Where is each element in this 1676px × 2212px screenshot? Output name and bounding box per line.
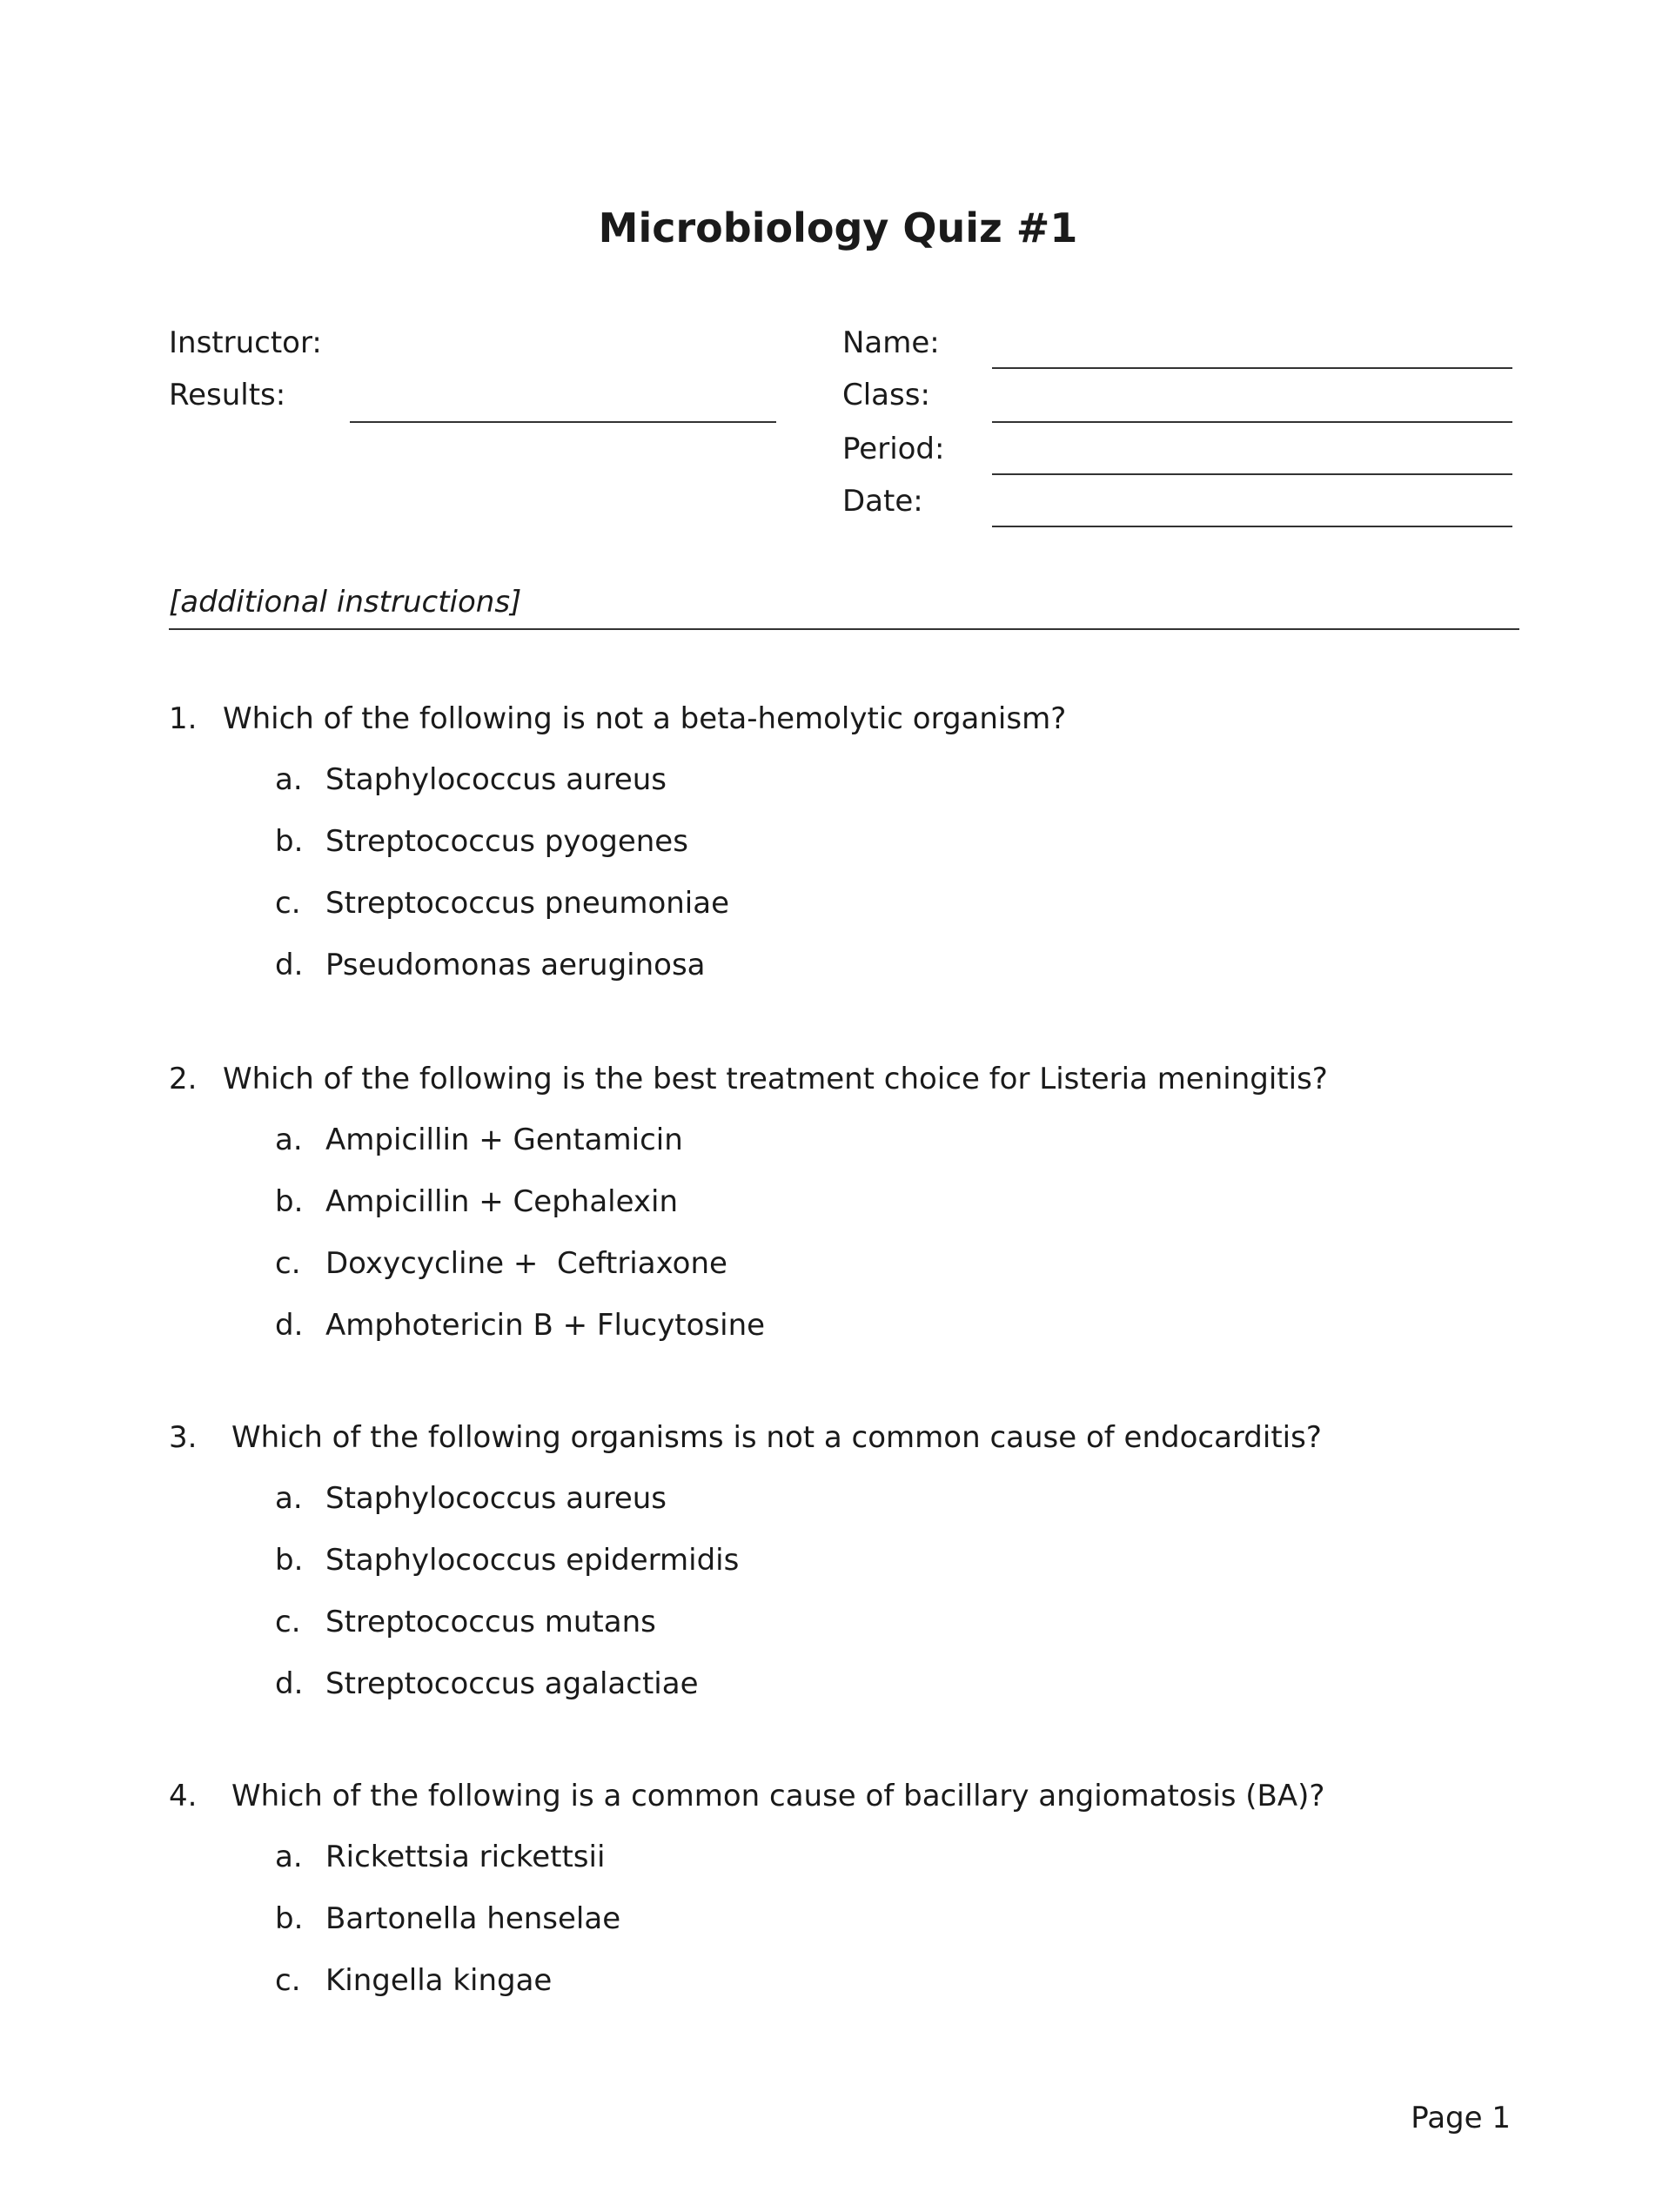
instructions-divider: [169, 628, 1519, 630]
question-number: 4.: [169, 1779, 198, 1813]
question-2: [169, 1058, 1526, 1366]
option-letter: b.: [275, 1901, 304, 1936]
answer-option[interactable]: [169, 882, 1526, 944]
answer-option[interactable]: [169, 944, 1526, 1006]
date-field[interactable]: [992, 526, 1512, 527]
option-text: Streptococcus agalactiae: [325, 1666, 699, 1701]
question-3: [169, 1417, 1526, 1725]
option-text: Rickettsia rickettsii: [325, 1840, 606, 1874]
option-letter: b.: [275, 824, 304, 859]
option-letter: d.: [275, 1666, 304, 1701]
results-label: Results:: [169, 378, 286, 412]
answer-option[interactable]: [169, 1601, 1526, 1663]
answer-option[interactable]: [169, 1898, 1526, 1960]
option-text: Streptococcus mutans: [325, 1605, 656, 1639]
option-letter: a.: [275, 762, 303, 797]
option-letter: a.: [275, 1840, 303, 1874]
option-letter: a.: [275, 1123, 303, 1157]
answer-option[interactable]: [169, 1539, 1526, 1601]
answer-option[interactable]: [169, 1243, 1526, 1304]
question-4: [169, 1775, 1526, 2021]
option-text: Staphylococcus aureus: [325, 1481, 667, 1516]
option-text: Amphotericin B + Flucytosine: [325, 1308, 766, 1343]
option-text: Staphylococcus epidermidis: [325, 1543, 740, 1578]
option-text: Ampicillin + Gentamicin: [325, 1123, 683, 1157]
answer-option[interactable]: [169, 1960, 1526, 2021]
answer-option[interactable]: [169, 1478, 1526, 1539]
option-text: Bartonella henselae: [325, 1901, 621, 1936]
option-letter: b.: [275, 1184, 304, 1219]
answer-option[interactable]: [169, 1836, 1526, 1898]
option-text: Kingella kingae: [325, 1963, 553, 1998]
question-number: 3.: [169, 1420, 198, 1455]
question-1: [169, 698, 1526, 1006]
date-label: Date:: [842, 484, 923, 519]
option-text: Doxycycline + Ceftriaxone: [325, 1246, 727, 1281]
answer-option[interactable]: [169, 1119, 1526, 1181]
option-letter: a.: [275, 1481, 303, 1516]
option-text: Pseudomonas aeruginosa: [325, 948, 706, 982]
option-text: Staphylococcus aureus: [325, 762, 667, 797]
question-number: 2.: [169, 1062, 198, 1096]
answer-option[interactable]: [169, 1663, 1526, 1725]
instructor-label: Instructor:: [169, 325, 322, 360]
class-field[interactable]: [992, 421, 1512, 423]
additional-instructions: [additional instructions]: [169, 585, 522, 620]
period-label: Period:: [842, 432, 945, 466]
option-letter: d.: [275, 948, 304, 982]
question-text: Which of the following organisms is not a common cause of endocarditis?: [231, 1420, 1322, 1455]
option-text: Streptococcus pneumoniae: [325, 886, 729, 921]
option-letter: b.: [275, 1543, 304, 1578]
name-label: Name:: [842, 325, 940, 360]
option-letter: c.: [275, 886, 301, 921]
class-label: Class:: [842, 378, 930, 412]
question-number: 1.: [169, 701, 198, 736]
option-letter: d.: [275, 1308, 304, 1343]
name-field[interactable]: [992, 367, 1512, 369]
option-text: Streptococcus pyogenes: [325, 824, 688, 859]
question-text: Which of the following is a common cause of bacillary angiomatosis (BA)?: [231, 1779, 1325, 1813]
option-letter: c.: [275, 1605, 301, 1639]
answer-option[interactable]: [169, 759, 1526, 821]
answer-option[interactable]: [169, 1181, 1526, 1243]
option-letter: c.: [275, 1963, 301, 1998]
question-text: Which of the following is the best treatment choice for Listeria meningitis?: [223, 1062, 1328, 1096]
period-field[interactable]: [992, 473, 1512, 475]
quiz-title: Microbiology Quiz #1: [598, 204, 1078, 251]
option-text: Ampicillin + Cephalexin: [325, 1184, 679, 1219]
option-letter: c.: [275, 1246, 301, 1281]
page-number: Page 1: [1411, 2101, 1511, 2135]
answer-option[interactable]: [169, 821, 1526, 882]
results-field[interactable]: [350, 421, 776, 423]
answer-option[interactable]: [169, 1304, 1526, 1366]
question-text: Which of the following is not a beta-hemolytic organism?: [223, 701, 1067, 736]
